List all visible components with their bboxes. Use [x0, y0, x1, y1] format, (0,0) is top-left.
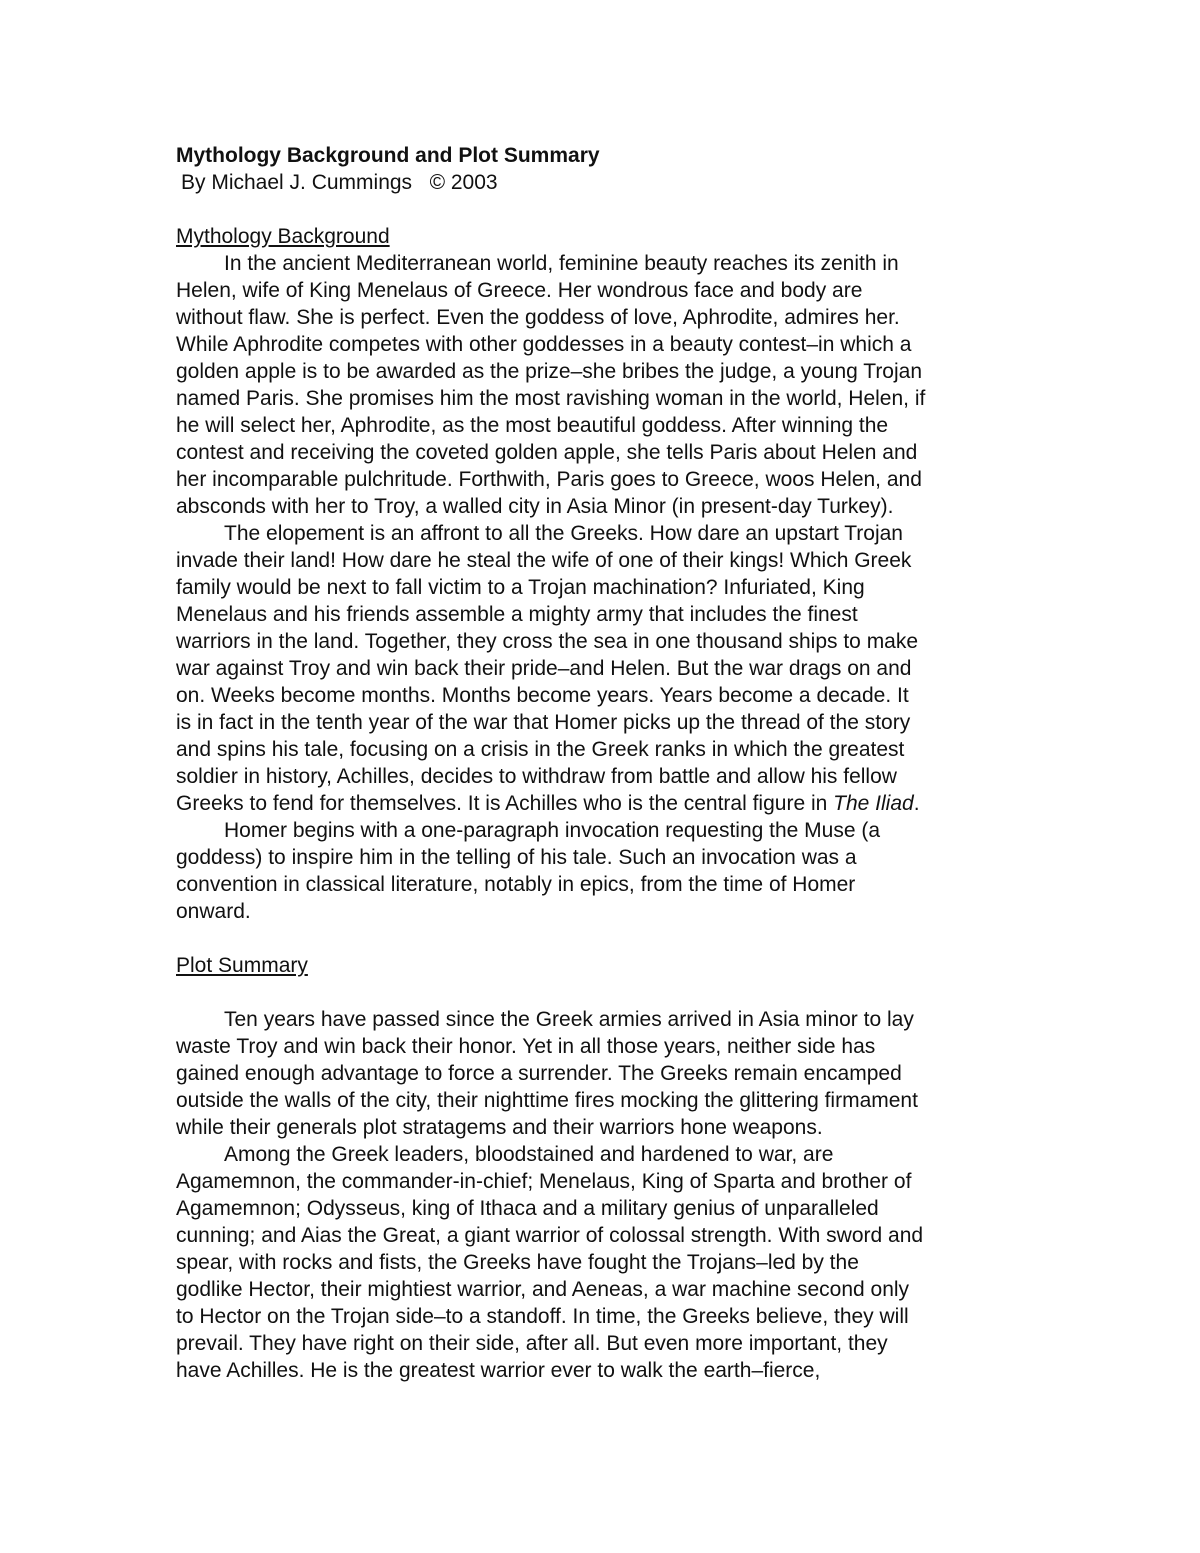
text-line: spear, with rocks and fists, the Greeks have fought the Trojans–led by the: [176, 1251, 859, 1274]
text-line: prevail. They have right on their side, after all. But even more important, they: [176, 1332, 888, 1355]
paragraph-background-3: [176, 817, 1036, 925]
text-line: gained enough advantage to force a surrender. The Greeks remain encamped: [176, 1062, 902, 1085]
text-line: goddess) to inspire him in the telling of his tale. Such an invocation was a: [176, 846, 857, 869]
text-line: absconds with her to Troy, a walled city in Asia Minor (in present-day Turkey).: [176, 495, 894, 518]
text-line: invade their land! How dare he steal the wife of one of their kings! Which Greek: [176, 549, 912, 572]
paragraph-background-1: [176, 250, 1036, 520]
section-heading-plot-summary: Plot Summary: [176, 954, 308, 977]
document-title: Mythology Background and Plot Summary: [176, 144, 600, 167]
text-line: godlike Hector, their mightiest warrior, and Aeneas, a war machine second only: [176, 1278, 910, 1301]
text-line: golden apple is to be awarded as the prize–she bribes the judge, a young Trojan: [176, 360, 923, 383]
text-line: outside the walls of the city, their nighttime fires mocking the glittering firmament: [176, 1089, 918, 1112]
text-line: While Aphrodite competes with other goddesses in a beauty contest–in which a: [176, 333, 912, 356]
text-line: waste Troy and win back their honor. Yet in all those years, neither side has: [176, 1035, 876, 1058]
spacer: [176, 979, 1036, 1006]
text-line: on. Weeks become months. Months become years. Years become a decade. It: [176, 684, 909, 707]
text-line: warriors in the land. Together, they cross the sea in one thousand ships to make: [176, 630, 919, 653]
text-line: Menelaus and his friends assemble a mighty army that includes the finest: [176, 603, 858, 626]
text-line: without flaw. She is perfect. Even the goddess of love, Aphrodite, admires her.: [176, 306, 900, 329]
paragraph-plot-2: [176, 1141, 1036, 1384]
text-line: he will select her, Aphrodite, as the most beautiful goddess. After winning the: [176, 414, 889, 437]
text-line: is in fact in the tenth year of the war that Homer picks up the thread of the story: [176, 711, 911, 734]
text-line: war against Troy and win back their pride–and Helen. But the war drags on and: [176, 657, 912, 680]
text-line: contest and receiving the coveted golden apple, she tells Paris about Helen and: [176, 441, 918, 464]
paragraph-plot-1: [176, 1006, 1036, 1141]
text-line: to Hector on the Trojan side–to a standoff. In time, the Greeks believe, they will: [176, 1305, 909, 1328]
text-line: family would be next to fall victim to a Trojan machination? Infuriated, King: [176, 576, 865, 599]
text-fragment: .: [913, 792, 920, 815]
text-line: In the ancient Mediterranean world, feminine beauty reaches its zenith in: [224, 252, 899, 275]
text-fragment: Greeks to fend for themselves. It is Achilles who is the central figure in: [176, 792, 834, 815]
text-line: named Paris. She promises him the most ravishing woman in the world, Helen, if: [176, 387, 926, 410]
text-line: have Achilles. He is the greatest warrior ever to walk the earth–fierce,: [176, 1359, 821, 1382]
text-line: Helen, wife of King Menelaus of Greece. Her wondrous face and body are: [176, 279, 863, 302]
text-line: Ten years have passed since the Greek armies arrived in Asia minor to lay: [224, 1008, 914, 1031]
text-line: The elopement is an affront to all the Greeks. How dare an upstart Trojan: [224, 522, 903, 545]
spacer: [176, 196, 1036, 223]
byline: By Michael J. Cummings © 2003: [181, 171, 498, 194]
text-line: onward.: [176, 900, 251, 923]
text-line: Agamemnon; Odysseus, king of Ithaca and a military genius of unparalleled: [176, 1197, 879, 1220]
text-line: and spins his tale, focusing on a crisis in the Greek ranks in which the greatest: [176, 738, 905, 761]
text-line: [176, 790, 1036, 817]
text-line: Homer begins with a one-paragraph invocation requesting the Muse (a: [224, 819, 881, 842]
text-line: Agamemnon, the commander-in-chief; Menelaus, King of Sparta and brother of: [176, 1170, 912, 1193]
text-line: Among the Greek leaders, bloodstained and hardened to war, are: [224, 1143, 834, 1166]
text-line: while their generals plot stratagems and their warriors hone weapons.: [176, 1116, 823, 1139]
text-line: convention in classical literature, notably in epics, from the time of Homer: [176, 873, 856, 896]
section-heading-mythology-background: Mythology Background: [176, 225, 390, 248]
text-line: her incomparable pulchritude. Forthwith, Paris goes to Greece, woos Helen, and: [176, 468, 922, 491]
spacer: [176, 925, 1036, 952]
work-title-iliad: The Iliad: [833, 792, 914, 815]
text-line: soldier in history, Achilles, decides to withdraw from battle and allow his fellow: [176, 765, 897, 788]
text-line: cunning; and Aias the Great, a giant warrior of colossal strength. With sword and: [176, 1224, 924, 1247]
paragraph-background-2: [176, 520, 1036, 817]
document-body: [176, 142, 1036, 1384]
